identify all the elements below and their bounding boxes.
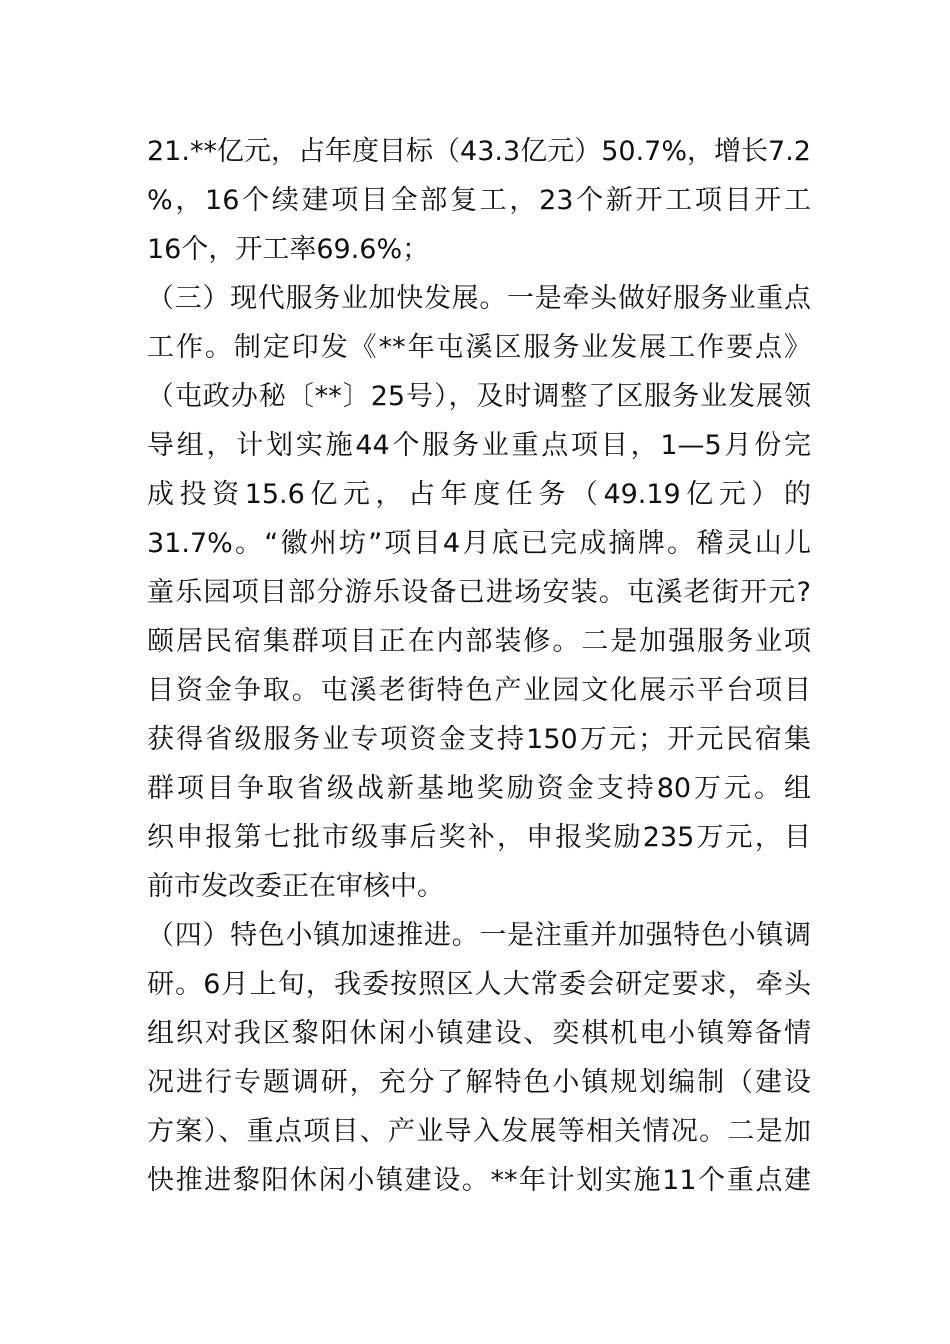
text-line: 成投资15.6亿元，占年度任务（49.19亿元）的 [147, 479, 811, 510]
text-line: 群项目争取省级战新基地奖励资金支持80万元。组 [147, 773, 811, 804]
text-line: 导组，计划实施44个服务业重点项目，1—5月份完 [147, 430, 811, 461]
text-line: 31.7%。“徽州坊”项目4月底已完成摘牌。稽灵山儿 [147, 528, 811, 559]
text-line: %，16个续建项目全部复工，23个新开工项目开工 [147, 185, 811, 216]
text-line: 研。6月上旬，我委按照区人大常委会研定要求，牵头 [147, 969, 811, 1000]
text-line: 组织对我区黎阳休闲小镇建设、奕棋机电小镇筹备情 [147, 1018, 811, 1049]
text-line: 工作。制定印发《**年屯溪区服务业发展工作要点》 [147, 332, 811, 363]
text-line: 织申报第七批市级事后奖补，申报奖励235万元，目 [147, 822, 811, 853]
text-line: 21.**亿元，占年度目标（43.3亿元）50.7%，增长7.2 [147, 136, 811, 167]
text-line: 目资金争取。屯溪老街特色产业园文化展示平台项目 [147, 675, 811, 706]
text-line: 快推进黎阳休闲小镇建设。**年计划实施11个重点建 [147, 1165, 811, 1196]
text-line: 颐居民宿集群项目正在内部装修。二是加强服务业项 [147, 626, 811, 657]
text-line: 前市发改委正在审核中。 [147, 871, 444, 902]
text-line: 童乐园项目部分游乐设备已进场安装。屯溪老街开元? [147, 577, 811, 608]
document-body [147, 127, 811, 1205]
text-line: （屯政办秘〔**〕25号），及时调整了区服务业发展领 [147, 381, 811, 412]
text-line: 方案）、重点项目、产业导入发展等相关情况。二是加 [147, 1116, 811, 1147]
text-line: 况进行专题调研，充分了解特色小镇规划编制（建设 [147, 1067, 811, 1098]
text-line: 获得省级服务业专项资金支持150万元；开元民宿集 [147, 724, 811, 755]
text-line: 16个，开工率69.6%； [147, 234, 430, 265]
section-heading-line: （四）特色小镇加速推进。一是注重并加强特色小镇调 [147, 920, 811, 951]
section-heading-line: （三）现代服务业加快发展。一是牵头做好服务业重点 [147, 283, 811, 314]
